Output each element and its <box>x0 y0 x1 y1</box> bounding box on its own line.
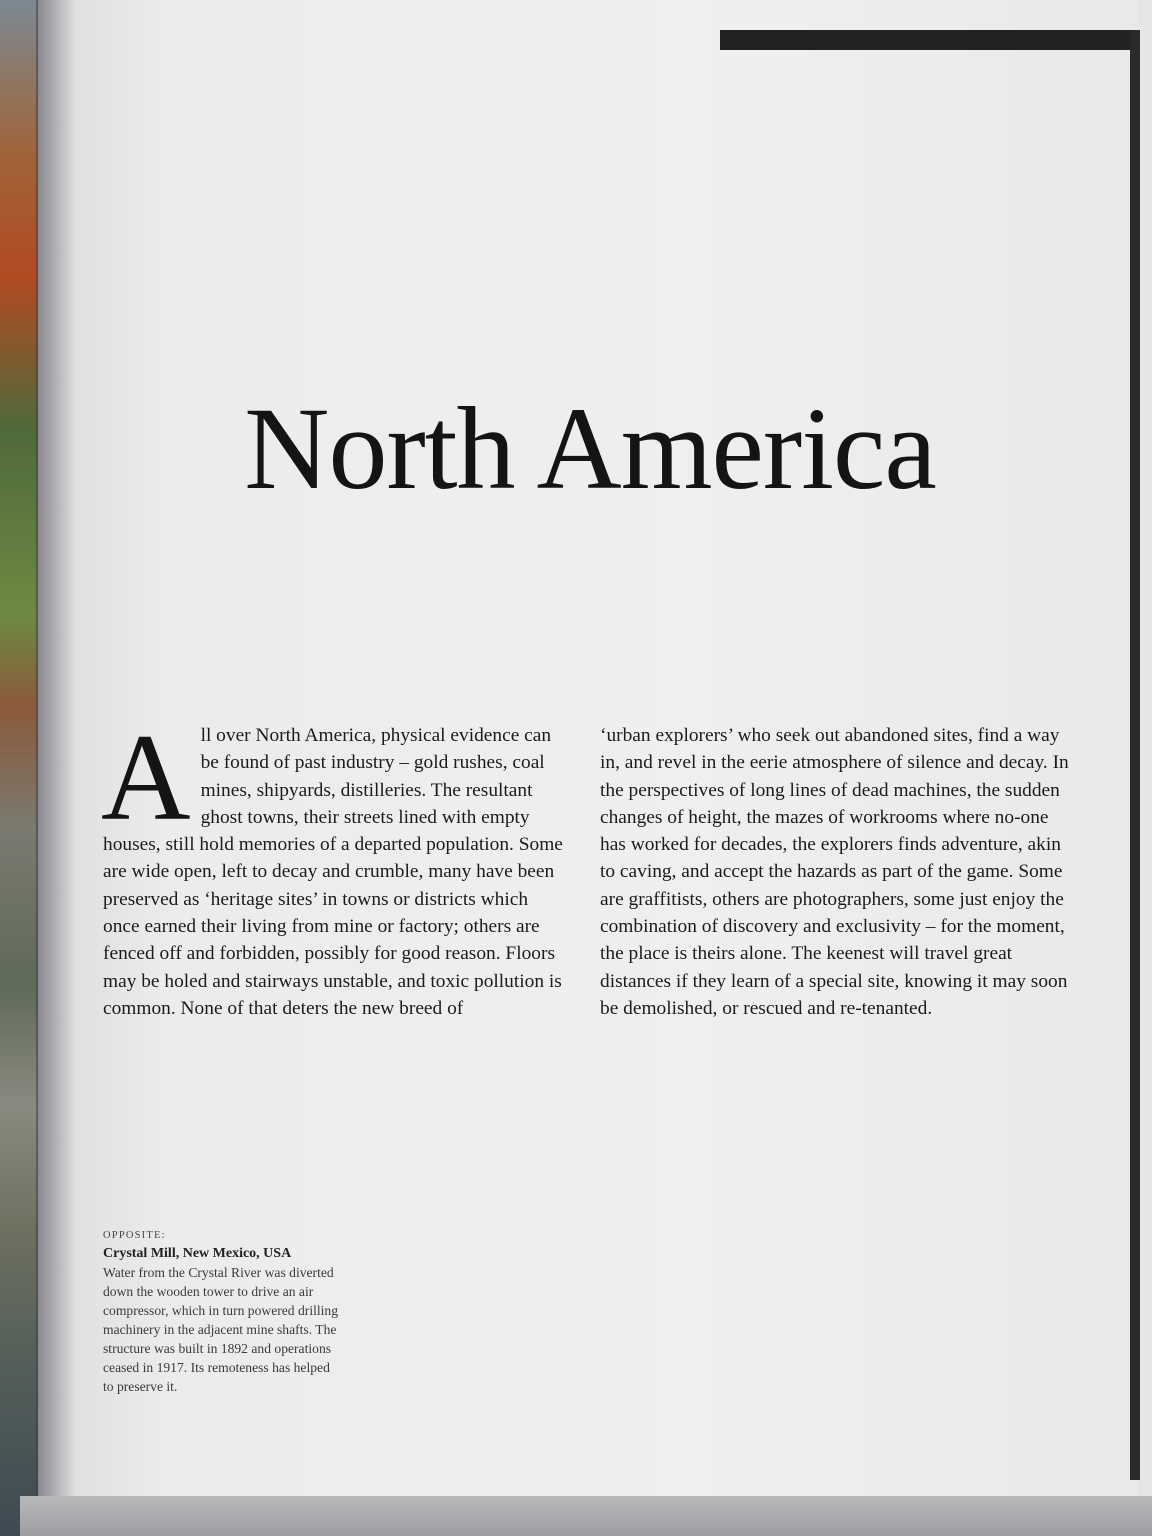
caption-label: OPPOSITE: <box>103 1230 166 1241</box>
caption-body: Water from the Crystal River was diverted down the wooden tower to drive an air compressor, which in turn powered drilling machinery in the adjacent mine shafts. The structure was built in 1892 and operations ceased in 1917. Its remoteness has helped to preserve it. <box>103 1265 339 1394</box>
body-text-right: ‘urban explorers’ who seek out abandoned sites, find a way in, and revel in the eerie atmosphere of silence and decay. In the perspectives of long lines of dead machines, the sudden changes of height, the mazes of workrooms where no-one has worked for decades, the explorers finds adventure, akin to caving, and accept the hazards as part of the game. Some are graffitists, others are photographers, some just enjoy the combination of discovery and exclusivity – for the moment, the place is theirs alone. The keenest will travel great distances if they learn of a special site, knowing it may soon be demolished, or rescued and re-tenanted. <box>600 725 1069 1019</box>
drop-cap: A <box>101 709 191 846</box>
caption-title: Crystal Mill, New Mexico, USA <box>103 1246 292 1261</box>
right-page-edge <box>1130 30 1140 1480</box>
photo-caption <box>103 1228 343 1396</box>
body-column-right <box>600 722 1070 1022</box>
page-title: North America <box>244 383 936 514</box>
top-edge-band <box>720 30 1130 50</box>
body-text-left: ll over North America, physical evidence can be found of past industry – gold rushes, coal mines, shipyards, distilleries. The resultant ghost towns, their streets lined with empty houses, still hold memories of a departed population. Some are wide open, left to decay and crumble, many have been preserved as ‘heritage sites’ in towns or districts which once earned their living from mine or factory; others are fenced off and forbidden, possibly for good reason. Floors may be holed and stairways unstable, and toxic pollution is common. None of that deters the new breed of <box>103 725 563 1019</box>
bottom-page-edge <box>20 1496 1152 1536</box>
body-column-left <box>101 709 565 1022</box>
gutter-shadow <box>36 0 76 1536</box>
